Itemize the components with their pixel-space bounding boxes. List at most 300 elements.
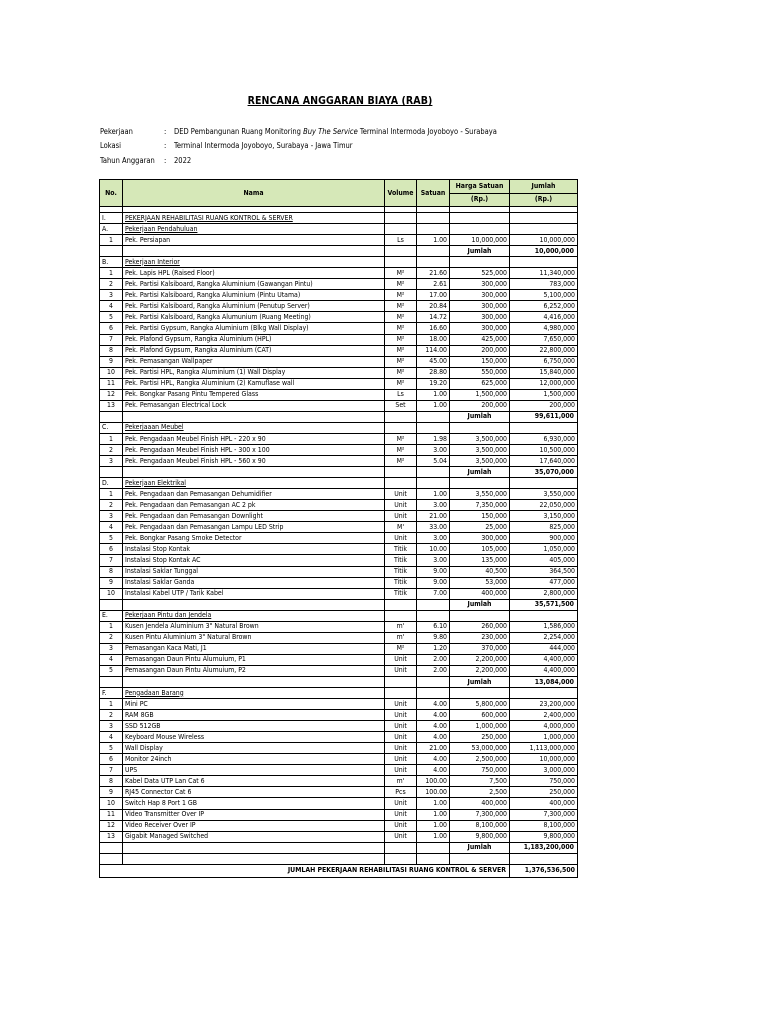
item-unit-price: 300,000 (450, 290, 510, 301)
item-volume: 9.80 (417, 632, 450, 643)
item-name: Pek. Pemasangan Electrical Lock (123, 400, 385, 411)
meta-row-tahun-anggaran (100, 153, 497, 168)
item-amount: 200,000 (510, 400, 578, 411)
item-amount: 3,150,000 (510, 511, 578, 522)
item-name: Pek. Partisi Kalsiboard, Rangka Alumunium (Ruang Meeting) (123, 312, 385, 323)
group-code: F. (100, 688, 123, 699)
item-unit: M² (385, 367, 417, 378)
item-no: 10 (100, 367, 123, 378)
empty-cell (510, 213, 578, 224)
item-unit-price: 425,000 (450, 334, 510, 345)
empty-cell (385, 610, 417, 621)
empty-cell (385, 688, 417, 699)
item-name: Pemasangan Daun Pintu Alumuium, P2 (123, 665, 385, 676)
header-harga-satuan: Harga Satuan (450, 180, 510, 194)
item-no: 1 (100, 489, 123, 500)
group-code: D. (100, 478, 123, 489)
empty-cell (123, 467, 385, 478)
table-row (100, 577, 578, 588)
item-amount: 400,000 (510, 798, 578, 809)
group-name: Pengadaan Barang (123, 688, 385, 699)
empty-cell (417, 224, 450, 235)
item-no: 4 (100, 732, 123, 743)
item-no: 2 (100, 710, 123, 721)
item-unit: M² (385, 312, 417, 323)
empty-cell (385, 224, 417, 235)
item-unit-price: 2,200,000 (450, 654, 510, 665)
item-amount: 4,980,000 (510, 323, 578, 334)
header-jumlah: Jumlah (510, 180, 578, 194)
item-unit-price: 300,000 (450, 301, 510, 312)
table-row (100, 831, 578, 842)
empty-cell (417, 246, 450, 257)
item-unit: m' (385, 632, 417, 643)
item-name: RJ45 Connector Cat 6 (123, 787, 385, 798)
item-unit: M² (385, 268, 417, 279)
item-name: Pek. Partisi HPL, Rangka Aluminium (2) Kamuflase wall (123, 378, 385, 389)
item-unit-price: 5,800,000 (450, 699, 510, 710)
item-unit: M² (385, 643, 417, 654)
item-unit-price: 150,000 (450, 356, 510, 367)
subtotal-label: Jumlah (450, 842, 510, 853)
item-name: Pek. Pengadaan Meubel Finish HPL - 220 x 90 (123, 433, 385, 444)
item-unit-price: 40,500 (450, 566, 510, 577)
item-name: Pek. Lapis HPL (Raised Floor) (123, 268, 385, 279)
subtotal-row (100, 599, 578, 610)
empty-cell (510, 853, 578, 864)
item-volume: 4.00 (417, 721, 450, 732)
item-unit: M² (385, 378, 417, 389)
item-no: 1 (100, 268, 123, 279)
item-name: SSD 512GB (123, 721, 385, 732)
item-no: 8 (100, 345, 123, 356)
item-unit-price: 300,000 (450, 533, 510, 544)
group-name: Pekerjaan Pintu dan Jendela (123, 610, 385, 621)
item-unit-price: 550,000 (450, 367, 510, 378)
subtotal-row (100, 467, 578, 478)
table-row (100, 312, 578, 323)
empty-cell (385, 478, 417, 489)
item-no: 11 (100, 378, 123, 389)
empty-cell (450, 213, 510, 224)
item-name: Video Transmitter Over IP (123, 809, 385, 820)
item-unit-price: 9,800,000 (450, 831, 510, 842)
item-amount: 11,340,000 (510, 268, 578, 279)
item-name: Instalasi Stop Kontak (123, 544, 385, 555)
item-volume: 3.00 (417, 555, 450, 566)
item-unit-price: 7,500 (450, 776, 510, 787)
item-amount: 750,000 (510, 776, 578, 787)
item-unit-price: 250,000 (450, 732, 510, 743)
item-no: 7 (100, 765, 123, 776)
item-amount: 3,000,000 (510, 765, 578, 776)
subtotal-amount: 35,070,000 (510, 467, 578, 478)
item-amount: 1,050,000 (510, 544, 578, 555)
item-unit: Unit (385, 699, 417, 710)
item-unit: M² (385, 433, 417, 444)
item-amount: 10,000,000 (510, 754, 578, 765)
item-unit: m' (385, 621, 417, 632)
item-volume: 100.00 (417, 787, 450, 798)
item-volume: 4.00 (417, 699, 450, 710)
item-no: 5 (100, 665, 123, 676)
item-no: 13 (100, 400, 123, 411)
item-unit: M² (385, 345, 417, 356)
item-unit: Unit (385, 511, 417, 522)
table-row (100, 721, 578, 732)
item-unit: Unit (385, 721, 417, 732)
item-amount: 1,000,000 (510, 732, 578, 743)
subtotal-row (100, 842, 578, 853)
item-volume: 1.00 (417, 831, 450, 842)
empty-cell (100, 676, 123, 687)
item-no: 7 (100, 555, 123, 566)
empty-cell (417, 842, 450, 853)
item-unit: M² (385, 334, 417, 345)
empty-cell (385, 257, 417, 268)
item-unit-price: 53,000,000 (450, 743, 510, 754)
empty-cell (417, 422, 450, 433)
item-no: 3 (100, 290, 123, 301)
subtotal-label: Jumlah (450, 411, 510, 422)
item-no: 1 (100, 433, 123, 444)
table-row (100, 522, 578, 533)
item-amount: 900,000 (510, 533, 578, 544)
grand-total-label: JUMLAH PEKERJAAN REHABILITASI RUANG KONTROL & SERVER (100, 864, 510, 877)
item-unit: Unit (385, 754, 417, 765)
empty-cell (450, 853, 510, 864)
empty-cell (100, 599, 123, 610)
table-row (100, 268, 578, 279)
empty-cell (510, 224, 578, 235)
empty-cell (385, 411, 417, 422)
item-no: 9 (100, 356, 123, 367)
item-name: Kabel Data UTP Lan Cat 6 (123, 776, 385, 787)
item-volume: 1.00 (417, 820, 450, 831)
subtotal-label: Jumlah (450, 599, 510, 610)
empty-cell (385, 842, 417, 853)
item-no: 10 (100, 588, 123, 599)
empty-cell (510, 688, 578, 699)
item-amount: 10,000,000 (510, 235, 578, 246)
item-volume: 19.20 (417, 378, 450, 389)
item-name: Switch Hap 8 Port 1 GB (123, 798, 385, 809)
item-volume: 20.84 (417, 301, 450, 312)
item-unit: Titik (385, 577, 417, 588)
item-unit: Unit (385, 500, 417, 511)
item-no: 2 (100, 279, 123, 290)
empty-cell (123, 411, 385, 422)
item-volume: 21.00 (417, 743, 450, 754)
item-unit-price: 400,000 (450, 798, 510, 809)
item-volume: 4.00 (417, 732, 450, 743)
item-unit-price: 300,000 (450, 279, 510, 290)
item-unit-price: 135,000 (450, 555, 510, 566)
item-no: 3 (100, 643, 123, 654)
empty-cell (123, 599, 385, 610)
item-unit-price: 7,300,000 (450, 809, 510, 820)
item-volume: 1.98 (417, 433, 450, 444)
table-row (100, 378, 578, 389)
item-amount: 2,400,000 (510, 710, 578, 721)
table-row (100, 798, 578, 809)
item-volume: 2.00 (417, 654, 450, 665)
subtotal-amount: 99,611,000 (510, 411, 578, 422)
item-name: Instalasi Saklar Ganda (123, 577, 385, 588)
item-amount: 23,200,000 (510, 699, 578, 710)
table-row (100, 643, 578, 654)
item-amount: 405,000 (510, 555, 578, 566)
item-amount: 2,800,000 (510, 588, 578, 599)
item-no: 4 (100, 522, 123, 533)
item-unit: M² (385, 323, 417, 334)
item-unit: Unit (385, 798, 417, 809)
table-row (100, 235, 578, 246)
empty-cell (417, 213, 450, 224)
item-amount: 12,000,000 (510, 378, 578, 389)
table-row (100, 699, 578, 710)
item-volume: 1.00 (417, 798, 450, 809)
item-no: 9 (100, 577, 123, 588)
project-info (100, 124, 497, 168)
empty-cell (385, 467, 417, 478)
empty-cell (417, 676, 450, 687)
budget-table (99, 179, 578, 878)
empty-cell (510, 478, 578, 489)
item-no: 6 (100, 754, 123, 765)
item-volume: 33.00 (417, 522, 450, 533)
meta-colon: : (164, 126, 167, 136)
item-no: 4 (100, 301, 123, 312)
table-row (100, 820, 578, 831)
table-row (100, 588, 578, 599)
item-amount: 4,000,000 (510, 721, 578, 732)
item-unit-price: 300,000 (450, 312, 510, 323)
item-volume: 7.00 (417, 588, 450, 599)
item-unit: m' (385, 776, 417, 787)
item-amount: 477,000 (510, 577, 578, 588)
item-name: Instalasi Saklar Tunggal (123, 566, 385, 577)
empty-cell (450, 610, 510, 621)
table-row (100, 710, 578, 721)
group-row (100, 610, 578, 621)
empty-cell (417, 853, 450, 864)
empty-cell (385, 213, 417, 224)
item-volume: 4.00 (417, 710, 450, 721)
subtotal-amount: 10,000,000 (510, 246, 578, 257)
item-no: 9 (100, 787, 123, 798)
item-unit: Set (385, 400, 417, 411)
table-header-row (100, 180, 578, 194)
item-amount: 4,400,000 (510, 665, 578, 676)
item-volume: 1.00 (417, 809, 450, 820)
table-row (100, 279, 578, 290)
item-name: Pek. Pengadaan dan Pemasangan Lampu LED Strip (123, 522, 385, 533)
table-row (100, 665, 578, 676)
item-no: 7 (100, 334, 123, 345)
item-no: 1 (100, 699, 123, 710)
item-no: 3 (100, 511, 123, 522)
group-name: Pekerjaan Interior (123, 257, 385, 268)
item-name: Kusen Jendela Aluminium 3" Natural Brown (123, 621, 385, 632)
item-name: Pek. Bongkar Pasang Smoke Detector (123, 533, 385, 544)
item-unit: M² (385, 444, 417, 455)
empty-cell (385, 246, 417, 257)
grand-total-amount: 1,376,536,500 (510, 864, 578, 877)
item-volume: 4.00 (417, 754, 450, 765)
item-no: 5 (100, 743, 123, 754)
grand-total-row (100, 864, 578, 877)
item-unit-price: 750,000 (450, 765, 510, 776)
empty-cell (123, 853, 385, 864)
item-amount: 7,650,000 (510, 334, 578, 345)
item-unit: M² (385, 301, 417, 312)
table-row (100, 555, 578, 566)
empty-cell (417, 411, 450, 422)
table-row (100, 511, 578, 522)
item-name: Mini PC (123, 699, 385, 710)
item-amount: 6,750,000 (510, 356, 578, 367)
empty-cell (100, 467, 123, 478)
table-row (100, 389, 578, 400)
subtotal-amount: 1,183,200,000 (510, 842, 578, 853)
item-name: Keyboard Mouse Wireless (123, 732, 385, 743)
table-row (100, 367, 578, 378)
meta-row-lokasi (100, 139, 497, 154)
item-no: 11 (100, 809, 123, 820)
subtotal-row (100, 676, 578, 687)
empty-cell (100, 853, 123, 864)
item-unit-price: 230,000 (450, 632, 510, 643)
item-volume: 1.00 (417, 489, 450, 500)
empty-cell (100, 246, 123, 257)
item-no: 6 (100, 544, 123, 555)
item-name: Video Receiver Over IP (123, 820, 385, 831)
item-unit: M' (385, 522, 417, 533)
item-unit: Unit (385, 743, 417, 754)
item-unit: Unit (385, 654, 417, 665)
item-unit: Ls (385, 235, 417, 246)
item-unit: Unit (385, 710, 417, 721)
item-unit-price: 200,000 (450, 345, 510, 356)
header-nama: Nama (123, 180, 385, 207)
item-unit-price: 260,000 (450, 621, 510, 632)
item-volume: 3.00 (417, 444, 450, 455)
item-volume: 5.04 (417, 456, 450, 467)
item-unit: Titik (385, 544, 417, 555)
subtotal-amount: 13,084,000 (510, 676, 578, 687)
item-unit-price: 25,000 (450, 522, 510, 533)
empty-cell (450, 688, 510, 699)
header-harga-unit: (Rp.) (450, 193, 510, 207)
item-unit-price: 7,350,000 (450, 500, 510, 511)
table-row (100, 433, 578, 444)
table-row (100, 776, 578, 787)
item-name: Pemasangan Daun Pintu Alumuium, P1 (123, 654, 385, 665)
subtotal-label: Jumlah (450, 676, 510, 687)
subtotal-row (100, 411, 578, 422)
empty-cell (385, 853, 417, 864)
item-unit: Unit (385, 732, 417, 743)
group-code: A. (100, 224, 123, 235)
table-row (100, 290, 578, 301)
item-volume: 1.00 (417, 235, 450, 246)
item-no: 2 (100, 632, 123, 643)
item-no: 12 (100, 820, 123, 831)
item-volume: 2.61 (417, 279, 450, 290)
item-volume: 1.20 (417, 643, 450, 654)
item-amount: 6,252,000 (510, 301, 578, 312)
item-name: Pek. Bongkar Pasang Pintu Tempered Glass (123, 389, 385, 400)
item-name: Pemasangan Kaca Mati, J1 (123, 643, 385, 654)
item-amount: 825,000 (510, 522, 578, 533)
item-name: Pek. Persiapan (123, 235, 385, 246)
item-unit: Titik (385, 566, 417, 577)
empty-cell (450, 257, 510, 268)
item-amount: 22,050,000 (510, 500, 578, 511)
item-name: Instalasi Kabel UTP / Tarik Kabel (123, 588, 385, 599)
empty-cell (417, 610, 450, 621)
item-unit-price: 3,500,000 (450, 444, 510, 455)
item-unit: Unit (385, 809, 417, 820)
item-unit-price: 300,000 (450, 323, 510, 334)
empty-cell (385, 599, 417, 610)
item-unit: Unit (385, 831, 417, 842)
group-row (100, 478, 578, 489)
table-row (100, 621, 578, 632)
item-unit-price: 1,500,000 (450, 389, 510, 400)
item-unit-price: 2,500,000 (450, 754, 510, 765)
item-no: 1 (100, 235, 123, 246)
item-volume: 114.00 (417, 345, 450, 356)
item-unit-price: 625,000 (450, 378, 510, 389)
empty-cell (510, 422, 578, 433)
item-unit: Unit (385, 765, 417, 776)
empty-cell (123, 842, 385, 853)
empty-cell (510, 610, 578, 621)
item-unit: Titik (385, 555, 417, 566)
item-unit-price: 3,500,000 (450, 456, 510, 467)
table-row (100, 456, 578, 467)
empty-cell (100, 842, 123, 853)
empty-cell (385, 676, 417, 687)
item-name: Monitor 24inch (123, 754, 385, 765)
table-row (100, 754, 578, 765)
item-unit-price: 525,000 (450, 268, 510, 279)
item-amount: 22,800,000 (510, 345, 578, 356)
group-row (100, 224, 578, 235)
item-no: 10 (100, 798, 123, 809)
table-row (100, 544, 578, 555)
item-no: 8 (100, 776, 123, 787)
item-volume: 1.00 (417, 400, 450, 411)
item-name: Pek. Partisi HPL, Rangka Aluminium (1) Wall Display (123, 367, 385, 378)
subtotal-amount: 35,571,500 (510, 599, 578, 610)
table-row (100, 566, 578, 577)
group-row (100, 688, 578, 699)
empty-row (100, 853, 578, 864)
meta-colon: : (164, 141, 167, 151)
item-unit-price: 53,000 (450, 577, 510, 588)
item-amount: 10,500,000 (510, 444, 578, 455)
item-unit-price: 10,000,000 (450, 235, 510, 246)
item-no: 8 (100, 566, 123, 577)
header-volume: Volume (385, 180, 417, 207)
item-no: 13 (100, 831, 123, 842)
empty-cell (417, 257, 450, 268)
item-unit: M² (385, 279, 417, 290)
item-no: 3 (100, 721, 123, 732)
